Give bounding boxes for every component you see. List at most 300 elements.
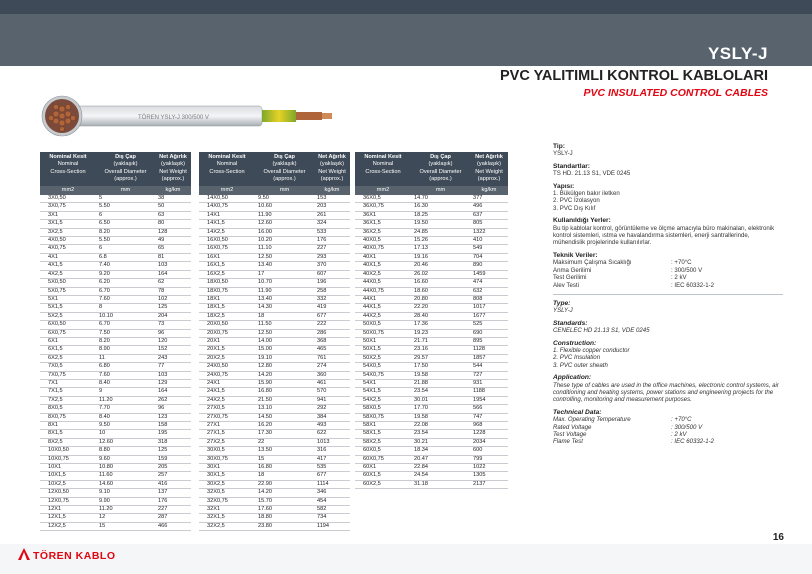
cross-section-cell: 16X1 <box>199 253 255 261</box>
diameter-cell: 24.54 <box>411 472 470 480</box>
diameter-cell: 10.70 <box>255 279 314 287</box>
weight-cell: 195 <box>155 430 191 438</box>
weight-cell: 80 <box>155 220 191 228</box>
diameter-cell: 17.13 <box>411 245 470 253</box>
table-row <box>199 472 350 480</box>
table-row <box>199 245 350 253</box>
diameter-cell: 21.71 <box>411 337 470 345</box>
diameter-cell: 30.21 <box>411 438 470 446</box>
table-row <box>199 220 350 228</box>
weight-cell: 62 <box>155 279 191 287</box>
table-row <box>199 455 350 463</box>
cross-section-cell: 3X1 <box>40 211 96 219</box>
table-row <box>355 270 508 278</box>
weight-cell: 203 <box>314 203 350 211</box>
table-row <box>355 312 508 320</box>
diameter-cell: 17.70 <box>411 405 470 413</box>
cross-section-cell: 16X2,5 <box>199 270 255 278</box>
diameter-cell: 12.60 <box>255 220 314 228</box>
table-row <box>355 329 508 337</box>
weight-cell: 123 <box>155 413 191 421</box>
weight-cell: 895 <box>470 337 508 345</box>
diameter-cell: 11.90 <box>255 211 314 219</box>
tech-row-tr: Test Gerilimi : 2 kV <box>553 274 687 282</box>
spec-table-1-wrap <box>40 152 191 531</box>
cross-section-cell: 50X1,5 <box>355 346 411 354</box>
table-row <box>355 287 508 295</box>
diameter-cell: 18.34 <box>411 447 470 455</box>
cross-section-cell: 60X1,5 <box>355 472 411 480</box>
construction-item-tr: 3. PVC Dış Kılıf <box>553 204 596 212</box>
table-row <box>40 455 191 463</box>
cross-section-cell: 27X2,5 <box>199 438 255 446</box>
diameter-cell: 15 <box>96 522 155 530</box>
diameter-cell: 11.50 <box>255 321 314 329</box>
cross-section-cell: 14X1,5 <box>199 220 255 228</box>
cross-section-cell: 36X0,75 <box>355 203 411 211</box>
weight-cell: 1194 <box>314 522 350 530</box>
diameter-cell: 14.20 <box>255 371 314 379</box>
spec-table-body <box>199 195 350 531</box>
product-code: YSLY-J <box>707 44 768 63</box>
weight-cell: 158 <box>155 422 191 430</box>
table-row <box>199 413 350 421</box>
diameter-cell: 6.80 <box>96 363 155 371</box>
table-row <box>40 295 191 303</box>
diameter-cell: 15.00 <box>255 346 314 354</box>
table-row <box>199 346 350 354</box>
table-row <box>40 464 191 472</box>
table-row <box>355 363 508 371</box>
weight-cell: 377 <box>470 195 508 203</box>
application-text-tr: Bu tip kablolar kontrol, görüntüleme ve ölçme amacıyla büro makinaları, elektronik kontrol sistemleri, ıstma ve havalandırma sistemleri, enerji santrallerinde, mühendislik projelerinde kullanılırlar. <box>553 224 775 247</box>
weight-cell: 622 <box>314 430 350 438</box>
spec-table <box>355 152 508 489</box>
weight-cell: 1228 <box>470 430 508 438</box>
diameter-cell: 10.10 <box>96 312 155 320</box>
weight-cell: 204 <box>155 312 191 320</box>
table-row <box>199 514 350 522</box>
diameter-cell: 11.20 <box>96 506 155 514</box>
construction-heading-en: Construction: <box>553 339 597 347</box>
cross-section-cell: 7X0,5 <box>40 363 96 371</box>
weight-cell: 1322 <box>470 228 508 236</box>
table-row <box>40 321 191 329</box>
weight-cell: 286 <box>314 329 350 337</box>
diameter-cell: 18.60 <box>411 287 470 295</box>
weight-cell: 632 <box>470 287 508 295</box>
weight-cell: 77 <box>155 363 191 371</box>
info-panel <box>553 138 783 446</box>
diameter-cell: 11 <box>96 354 155 362</box>
cross-section-cell: 44X1,5 <box>355 304 411 312</box>
weight-cell: 318 <box>155 438 191 446</box>
diameter-cell: 20.47 <box>411 455 470 463</box>
table-row <box>199 354 350 362</box>
cross-section-cell: 3X2,5 <box>40 228 96 236</box>
weight-cell: 38 <box>155 195 191 203</box>
table-row <box>40 279 191 287</box>
diameter-cell: 22.08 <box>411 422 470 430</box>
cross-section-cell: 5X0,50 <box>40 279 96 287</box>
cross-section-cell: 54X2,5 <box>355 396 411 404</box>
spec-table-body <box>355 195 508 489</box>
cross-section-cell: 4X1 <box>40 253 96 261</box>
standards-value-en: CENELEC HD 21.13 S1, VDE 0245 <box>553 327 650 335</box>
cross-section-cell: 5X1 <box>40 295 96 303</box>
table-row <box>40 203 191 211</box>
table-row <box>40 438 191 446</box>
diameter-cell: 21.88 <box>411 379 470 387</box>
table-row <box>199 337 350 345</box>
weight-cell: 1128 <box>470 346 508 354</box>
diameter-cell: 18.80 <box>255 514 314 522</box>
diameter-cell: 13.40 <box>255 295 314 303</box>
diameter-cell: 7.60 <box>96 295 155 303</box>
weight-cell: 465 <box>314 346 350 354</box>
cross-section-cell: 6X2,5 <box>40 354 96 362</box>
table-row <box>355 396 508 404</box>
unit-kgkm: kg/km <box>314 186 350 195</box>
weight-cell: 346 <box>314 489 350 497</box>
diameter-cell: 14.60 <box>96 480 155 488</box>
weight-cell: 570 <box>314 388 350 396</box>
diameter-cell: 13.50 <box>255 447 314 455</box>
weight-cell: 370 <box>314 262 350 270</box>
cross-section-cell: 44X2,5 <box>355 312 411 320</box>
weight-cell: 1017 <box>470 304 508 312</box>
cross-section-cell: 18X1 <box>199 295 255 303</box>
weight-cell: 747 <box>470 413 508 421</box>
weight-cell: 417 <box>314 455 350 463</box>
diameter-cell: 19.58 <box>411 413 470 421</box>
table-row <box>40 287 191 295</box>
table-row <box>355 279 508 287</box>
weight-cell: 496 <box>470 203 508 211</box>
diameter-cell: 22 <box>255 438 314 446</box>
cross-section-cell: 30X1 <box>199 464 255 472</box>
table-row <box>355 228 508 236</box>
col-header-weight: Net Ağırlık (yaklaşık) Net Weight (approx.) <box>155 152 191 186</box>
cross-section-cell: 50X0,75 <box>355 329 411 337</box>
standards-value-tr: TS HD. 21.13 S1, VDE 0245 <box>553 170 631 178</box>
diameter-cell: 11.20 <box>96 396 155 404</box>
table-row <box>355 220 508 228</box>
table-row <box>199 262 350 270</box>
weight-cell: 533 <box>314 228 350 236</box>
weight-cell: 416 <box>155 480 191 488</box>
cross-section-cell: 50X1 <box>355 337 411 345</box>
type-heading-tr: Tip: <box>553 143 565 150</box>
weight-cell: 261 <box>314 211 350 219</box>
unit-mm: mm <box>255 186 314 195</box>
unit-kgkm: kg/km <box>155 186 191 195</box>
diameter-cell: 16.80 <box>255 388 314 396</box>
page-title-en: PVC INSULATED CONTROL CABLES <box>583 87 768 99</box>
construction-item-en: 1. Flexible copper conductor <box>553 346 630 354</box>
table-row <box>199 304 350 312</box>
cross-section-cell: 18X0,75 <box>199 287 255 295</box>
weight-cell: 968 <box>470 422 508 430</box>
weight-cell: 690 <box>470 329 508 337</box>
table-row <box>199 430 350 438</box>
weight-cell: 159 <box>155 455 191 463</box>
cross-section-cell: 20X1,5 <box>199 346 255 354</box>
cross-section-cell: 12X0,75 <box>40 497 96 505</box>
cross-section-cell: 18X0,50 <box>199 279 255 287</box>
weight-cell: 1013 <box>314 438 350 446</box>
unit-kgkm: kg/km <box>470 186 508 195</box>
table-row <box>40 220 191 228</box>
weight-cell: 128 <box>155 228 191 236</box>
cross-section-cell: 3X1,5 <box>40 220 96 228</box>
table-row <box>199 312 350 320</box>
diameter-cell: 17.60 <box>255 506 314 514</box>
weight-cell: 96 <box>155 329 191 337</box>
diameter-cell: 22.20 <box>411 304 470 312</box>
weight-cell: 65 <box>155 245 191 253</box>
cross-section-cell: 44X1 <box>355 295 411 303</box>
diameter-cell: 19.10 <box>255 354 314 362</box>
cross-section-cell: 50X0,5 <box>355 321 411 329</box>
cross-section-cell: 54X0,5 <box>355 363 411 371</box>
weight-cell: 258 <box>314 287 350 295</box>
cross-section-cell: 7X2,5 <box>40 396 96 404</box>
table-row <box>199 422 350 430</box>
cross-section-cell: 32X1,5 <box>199 514 255 522</box>
weight-cell: 549 <box>470 245 508 253</box>
table-row <box>40 413 191 421</box>
cross-section-cell: 8X2,5 <box>40 438 96 446</box>
table-row <box>40 422 191 430</box>
table-row <box>355 413 508 421</box>
diameter-cell: 6.70 <box>96 287 155 295</box>
weight-cell: 222 <box>314 321 350 329</box>
table-row <box>199 438 350 446</box>
diameter-cell: 12.80 <box>255 363 314 371</box>
table-row <box>40 497 191 505</box>
application-heading-en: Application: <box>553 374 592 382</box>
diameter-cell: 7.60 <box>96 371 155 379</box>
table-row <box>40 396 191 404</box>
cross-section-cell: 16X1,5 <box>199 262 255 270</box>
footer-band <box>0 544 812 574</box>
cross-section-cell: 12X1,5 <box>40 514 96 522</box>
weight-cell: 324 <box>314 220 350 228</box>
weight-cell: 78 <box>155 287 191 295</box>
weight-cell: 164 <box>155 270 191 278</box>
top-band <box>0 0 812 14</box>
tech-row-en: Flame Test : IEC 60332-1-2 <box>553 438 715 446</box>
weight-cell: 292 <box>314 405 350 413</box>
diameter-cell: 16.60 <box>411 279 470 287</box>
weight-cell: 419 <box>314 304 350 312</box>
diameter-cell: 16.30 <box>411 203 470 211</box>
weight-cell: 49 <box>155 237 191 245</box>
weight-cell: 262 <box>155 396 191 404</box>
cross-section-cell: 36X2,5 <box>355 228 411 236</box>
construction-heading-tr: Yapısı: <box>553 182 575 190</box>
cross-section-cell: 5X0,75 <box>40 287 96 295</box>
cross-section-cell: 8X1,5 <box>40 430 96 438</box>
weight-cell: 1305 <box>470 472 508 480</box>
diameter-cell: 14.50 <box>255 413 314 421</box>
weight-cell: 805 <box>470 220 508 228</box>
cross-section-cell: 32X0,5 <box>199 489 255 497</box>
cross-section-cell: 30X0,5 <box>199 447 255 455</box>
cross-section-cell: 32X1 <box>199 506 255 514</box>
spec-table <box>199 152 350 531</box>
diameter-cell: 20.80 <box>411 295 470 303</box>
diameter-cell: 11.90 <box>255 287 314 295</box>
weight-cell: 808 <box>470 295 508 303</box>
standards-heading-tr: Standartlar: <box>553 162 591 170</box>
table-row <box>199 388 350 396</box>
table-row <box>199 405 350 413</box>
col-header-diameter: Dış Çap (yaklaşık) Overall Diameter (approx.) <box>411 152 470 186</box>
diameter-cell: 18 <box>255 472 314 480</box>
diameter-cell: 6.8 <box>96 253 155 261</box>
table-row <box>355 379 508 387</box>
diameter-cell: 8.20 <box>96 228 155 236</box>
diameter-cell: 9.20 <box>96 270 155 278</box>
application-text-en: These type of cables are used in the office machines, electronic control systems, air conditioning and heating systems, power stations and engineering projects for the controlling, monitoring and measurement purposes. <box>553 381 779 404</box>
diameter-cell: 26.02 <box>411 270 470 278</box>
table-row <box>40 405 191 413</box>
table-row <box>40 514 191 522</box>
weight-cell: 164 <box>155 388 191 396</box>
table-row <box>355 472 508 480</box>
weight-cell: 384 <box>314 413 350 421</box>
diameter-cell: 15 <box>255 455 314 463</box>
table-row <box>199 237 350 245</box>
cross-section-cell: 60X0,5 <box>355 447 411 455</box>
table-row <box>40 388 191 396</box>
weight-cell: 120 <box>155 337 191 345</box>
diameter-cell: 14.00 <box>255 337 314 345</box>
table-row <box>40 354 191 362</box>
spec-table <box>40 152 191 531</box>
table-row <box>40 506 191 514</box>
weight-cell: 332 <box>314 295 350 303</box>
cross-section-cell: 8X1 <box>40 422 96 430</box>
weight-cell: 176 <box>314 237 350 245</box>
weight-cell: 677 <box>314 472 350 480</box>
weight-cell: 566 <box>470 405 508 413</box>
diameter-cell: 18 <box>255 312 314 320</box>
cross-section-cell: 12X2,5 <box>40 522 96 530</box>
weight-cell: 63 <box>155 211 191 219</box>
cross-section-cell: 36X1,5 <box>355 220 411 228</box>
cross-section-cell: 16X0,75 <box>199 245 255 253</box>
cross-section-cell: 40X1,5 <box>355 262 411 270</box>
diameter-cell: 6.50 <box>96 220 155 228</box>
diameter-cell: 16.80 <box>255 464 314 472</box>
cross-section-cell: 32X2,5 <box>199 522 255 530</box>
cross-section-cell: 20X2,5 <box>199 354 255 362</box>
construction-item-en: 2. PVC Insulation <box>553 354 601 362</box>
table-row <box>355 422 508 430</box>
table-row <box>199 371 350 379</box>
tech-row-tr: Alev Testi : IEC 60332-1-2 <box>553 281 715 289</box>
cable-illustration <box>40 94 340 138</box>
weight-cell: 103 <box>155 371 191 379</box>
cross-section-cell: 30X1,5 <box>199 472 255 480</box>
spec-table-3-wrap <box>355 152 508 489</box>
weight-cell: 360 <box>314 371 350 379</box>
weight-cell: 637 <box>470 211 508 219</box>
diameter-cell: 8.90 <box>96 346 155 354</box>
technical-heading-en: Technical Data: <box>553 408 602 416</box>
cross-section-cell: 54X0,75 <box>355 371 411 379</box>
table-row <box>355 245 508 253</box>
table-row <box>199 506 350 514</box>
diameter-cell: 17.36 <box>411 321 470 329</box>
page-title-tr: PVC YALITIMLI KONTROL KABLOLARI <box>500 68 768 84</box>
cross-section-cell: 58X0,5 <box>355 405 411 413</box>
diameter-cell: 14.30 <box>255 304 314 312</box>
table-row <box>355 253 508 261</box>
table-row <box>355 203 508 211</box>
table-row <box>40 304 191 312</box>
cross-section-cell: 5X1,5 <box>40 304 96 312</box>
table-row <box>40 489 191 497</box>
weight-cell: 761 <box>314 354 350 362</box>
tech-row-en: Test Voltage : 2 kV <box>553 431 687 438</box>
cross-section-cell: 58X1 <box>355 422 411 430</box>
header-band <box>0 14 812 66</box>
diameter-cell: 6 <box>96 211 155 219</box>
weight-cell: 205 <box>155 464 191 472</box>
diameter-cell: 5 <box>96 195 155 203</box>
weight-cell: 176 <box>155 497 191 505</box>
tech-row-en: Max. Operating Temperature : +70°C <box>553 416 692 424</box>
col-header-cross-section: Nominal Kesit Nominal Cross-Section <box>355 152 411 186</box>
table-row <box>355 447 508 455</box>
table-row <box>199 211 350 219</box>
tech-row-en: Rated Voltage : 300/500 V <box>553 423 703 431</box>
type-heading-en: Type: <box>553 299 571 307</box>
diameter-cell: 14.20 <box>255 489 314 497</box>
table-row <box>199 497 350 505</box>
cross-section-cell: 24X0,75 <box>199 371 255 379</box>
weight-cell: 1022 <box>470 464 508 472</box>
cross-section-cell: 40X1 <box>355 253 411 261</box>
cross-section-cell: 12X1 <box>40 506 96 514</box>
table-row <box>199 279 350 287</box>
weight-cell: 544 <box>470 363 508 371</box>
weight-cell: 525 <box>470 321 508 329</box>
weight-cell: 704 <box>470 253 508 261</box>
table-row <box>199 253 350 261</box>
diameter-cell: 23.54 <box>411 430 470 438</box>
diameter-cell: 8.40 <box>96 413 155 421</box>
weight-cell: 368 <box>314 337 350 345</box>
table-row <box>199 464 350 472</box>
diameter-cell: 12.60 <box>96 438 155 446</box>
diameter-cell: 18.25 <box>411 211 470 219</box>
cross-section-cell: 6X0,50 <box>40 321 96 329</box>
weight-cell: 493 <box>314 422 350 430</box>
cross-section-cell: 4X2,5 <box>40 270 96 278</box>
col-header-diameter: Dış Çap (yaklaşık) Overall Diameter (approx.) <box>255 152 314 186</box>
table-row <box>355 237 508 245</box>
diameter-cell: 6.20 <box>96 279 155 287</box>
cross-section-cell: 24X2,5 <box>199 396 255 404</box>
diameter-cell: 17 <box>255 270 314 278</box>
weight-cell: 890 <box>470 262 508 270</box>
weight-cell: 2034 <box>470 438 508 446</box>
